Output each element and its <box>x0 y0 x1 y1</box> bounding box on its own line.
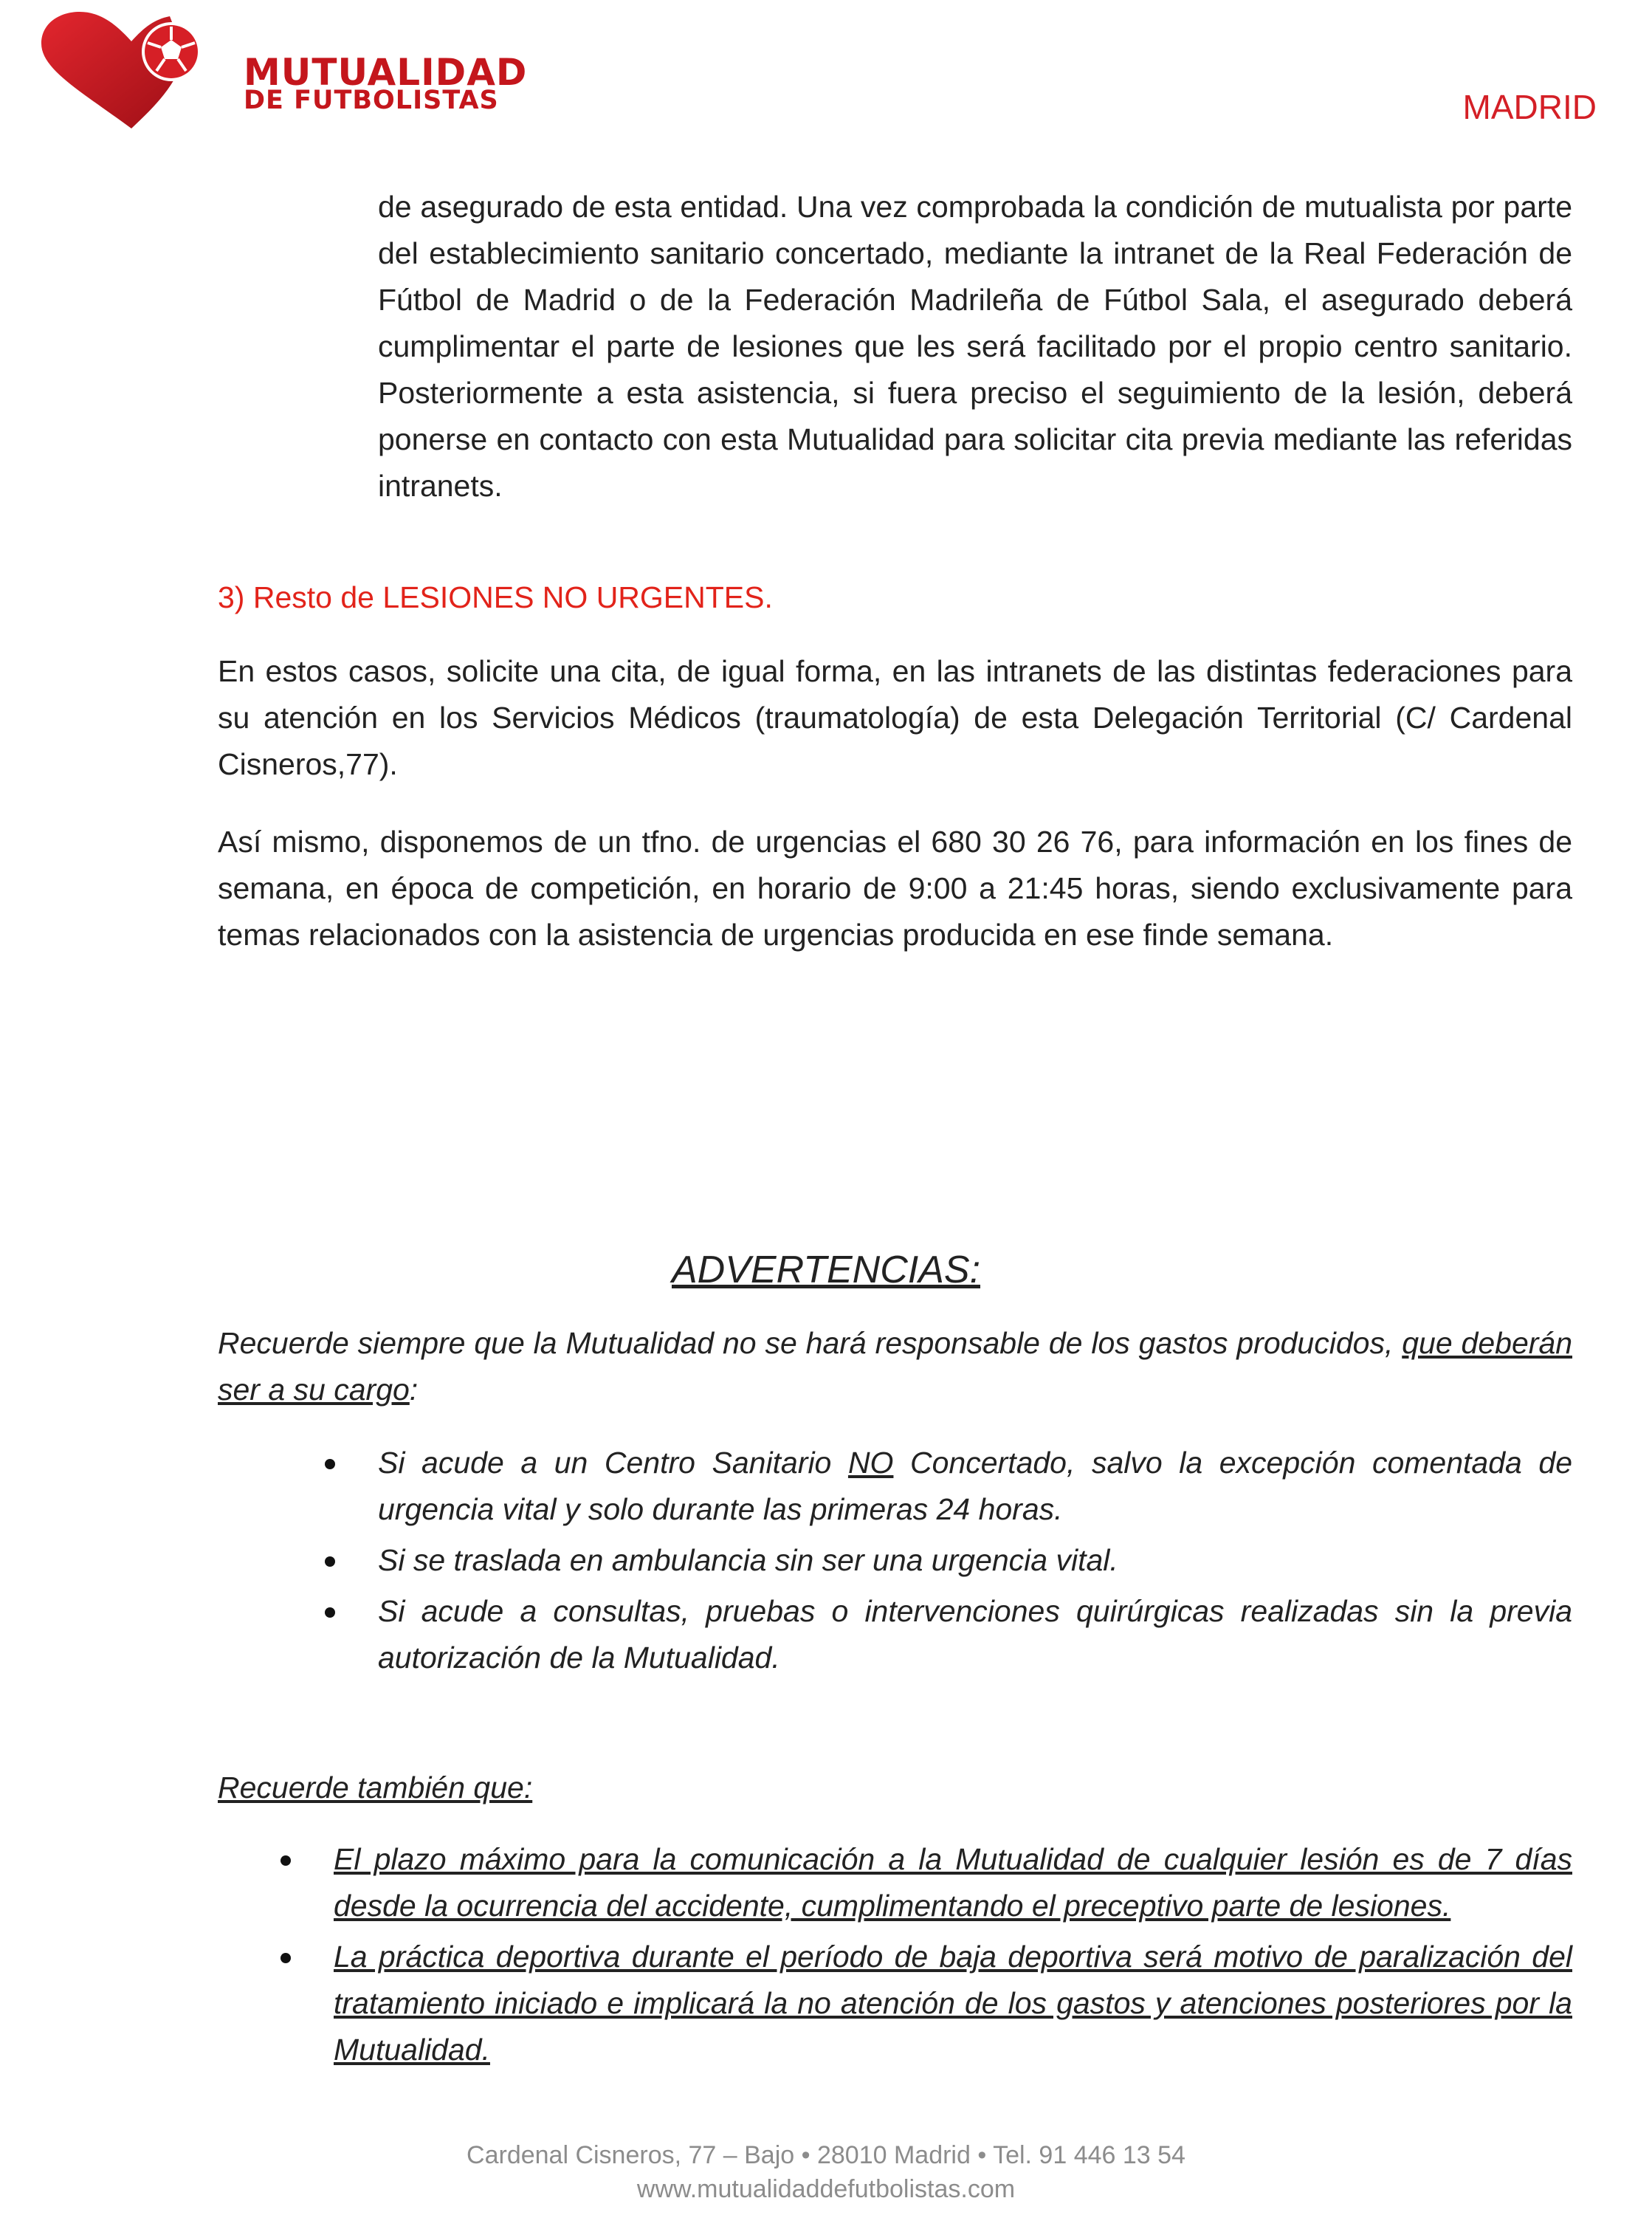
bullet-icon <box>325 1556 335 1567</box>
reminder-item-1-text: El plazo máximo para la comunicación a la Mutualidad de cualquier lesión es de 7 días desde la ocurrencia del accidente, cumplimentando el preceptivo parte de lesiones. <box>334 1842 1572 1923</box>
warning-item-2 <box>378 1537 1572 1584</box>
bullet-icon <box>281 1953 291 1963</box>
warning-item-1 <box>378 1440 1572 1533</box>
warnings-intro <box>218 1320 1572 1413</box>
warnings-intro-underlined: que deberán ser a su cargo <box>218 1326 1573 1407</box>
reminder-item-2-text: La práctica deportiva durante el período de baja deportiva será motivo de paralización del tratamiento iniciado e implicará la no atención de los gastos y atenciones posteriores por la Mutualidad. <box>334 1940 1572 2067</box>
reminders-list <box>334 1836 1572 2078</box>
bullet-icon <box>325 1459 335 1469</box>
warnings-intro-end: : <box>409 1373 419 1407</box>
warning-item-3-text: Si acude a consultas, pruebas o intervenciones quirúrgicas realizadas sin la previa autorización de la Mutualidad. <box>378 1594 1572 1675</box>
warnings-list <box>378 1440 1572 1686</box>
reminder-item-2 <box>334 1934 1572 2073</box>
warnings-title: ADVERTENCIAS: <box>671 1249 981 1291</box>
heart-ball-icon <box>37 10 229 136</box>
logo-text-mutualidad: MUTUALIDAD <box>244 51 528 94</box>
warning-item-1-rest: Concertado, salvo la excepción comentada de urgencia vital y solo durante las primeras 24 horas. <box>378 1446 1572 1526</box>
mutualidad-logo <box>37 10 528 136</box>
logo-text-futbolistas: DE FUTBOLISTAS <box>244 86 499 115</box>
bullet-icon <box>281 1855 291 1866</box>
warning-item-1-text: Si acude a un Centro Sanitario <box>378 1446 848 1480</box>
bullet-icon <box>325 1607 335 1618</box>
reminders-title: Recuerde también que: <box>218 1771 533 1804</box>
section-3-paragraph-1: En estos casos, solicite una cita, de igual forma, en las intranets de las distintas federaciones para su atención en los Servicios Médicos (traumatología) de esta Delegación Territorial (C/ Cardenal Cisneros,77). <box>218 654 1572 781</box>
reminder-item-1 <box>334 1836 1572 1929</box>
section-3-paragraph-2: Así mismo, disponemos de un tfno. de urgencias el 680 30 26 76, para información en los fines de semana, en época de competición, en horario de 9:00 a 21:45 horas, siendo exclusivamente para temas relacionados con la asistencia de urgencias producida en ese finde semana. <box>218 825 1572 952</box>
intro-paragraph: de asegurado de esta entidad. Una vez comprobada la condición de mutualista por parte del establecimiento sanitario concertado, mediante la intranet de la Real Federación de Fútbol de Madrid o de la Federación Madrileña de Fútbol Sala, el asegurado deberá cumplimentar el parte de lesiones que les será facilitado por el propio centro sanitario. Posteriormente a esta asistencia, si fuera preciso el seguimiento de la lesión, deberá ponerse en contacto con esta Mutualidad para solicitar cita previa mediante las referidas intranets. <box>378 190 1572 503</box>
warning-item-2-text: Si se traslada en ambulancia sin ser una urgencia vital. <box>378 1543 1118 1577</box>
section-3-heading: 3) Resto de LESIONES NO URGENTES. <box>218 580 773 614</box>
footer-website: www.mutualidaddefutbolistas.com <box>636 2175 1016 2203</box>
warnings-intro-text: Recuerde siempre que la Mutualidad no se hará responsable de los gastos producidos, <box>218 1326 1403 1360</box>
footer-address: Cardenal Cisneros, 77 – Bajo • 28010 Madrid • Tel. 91 446 13 54 <box>467 2141 1185 2169</box>
warning-item-1-no: NO <box>847 1446 894 1480</box>
warning-item-3 <box>378 1588 1572 1681</box>
city-label: MADRID <box>1462 88 1597 126</box>
